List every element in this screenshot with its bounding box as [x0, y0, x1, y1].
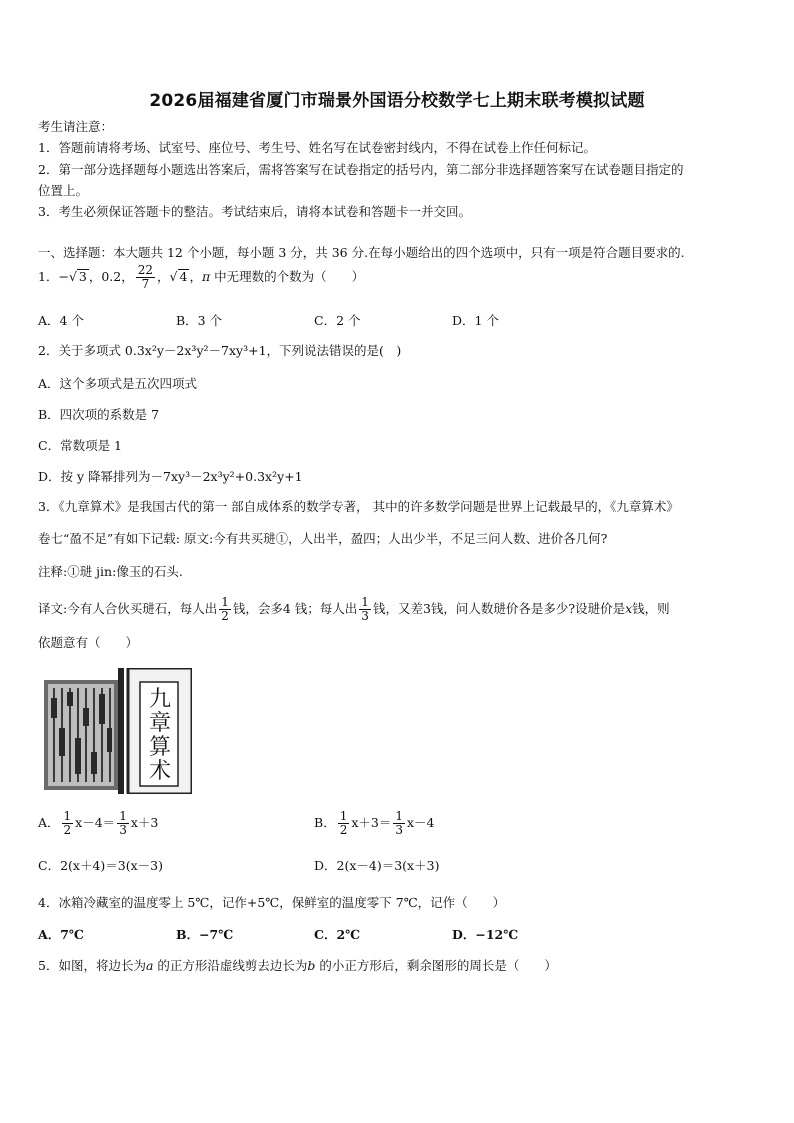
option-a	[38, 810, 158, 837]
fraction	[338, 810, 350, 837]
question-1-stem: 1．−√ 3 ，0.2， $\frac{22}{7}$ ，√ 4 ，π 中无理数的个数为（ ）	[38, 263, 365, 291]
option-b: B．3 个	[176, 313, 223, 328]
question-tail: 中无理数的个数为（ ）	[210, 269, 365, 284]
denominator: 2	[63, 823, 72, 837]
section-heading: 一、选择题：本大题共 12 个小题，每小题 3 分，共 36 分.在每小题给出的四个选项中，只有一项是符合题目要求的.	[38, 245, 685, 260]
question-3-line: 3．《九章算术》是我国古代的第一 部自成体系的数学专著， 其中的许多数学问题是世界上记载最早的，《九章算术》	[38, 499, 679, 514]
denominator: 2	[221, 609, 229, 623]
option-c: C．2(x＋4)＝3(x－3)	[38, 858, 163, 873]
option-b: B．四次项的系数是 7	[38, 407, 160, 422]
equation-part: x＋3	[130, 815, 159, 830]
book-image	[44, 668, 192, 794]
option-a: A．4 个	[38, 313, 84, 328]
separator: ，	[157, 269, 170, 284]
question-4-stem: 4．冰箱冷藏室的温度零上 5℃，记作+5℃，保鲜室的温度零下 7℃，记作（ ）	[38, 895, 506, 910]
numerator: 1	[119, 809, 127, 823]
fraction	[117, 810, 129, 837]
numerator: 1	[395, 809, 403, 823]
equation-part: x－4	[406, 815, 435, 830]
option-c: C．2℃	[314, 927, 361, 942]
text: 的小正方形后，剩余图形的周长是（ ）	[315, 958, 557, 973]
option-b	[314, 810, 435, 837]
numerator: 1	[63, 809, 72, 823]
notice-heading: 考生请注意：	[38, 119, 114, 134]
minus-sign: −	[58, 269, 69, 284]
question-3-line: 依题意有（ ）	[38, 635, 139, 650]
question-3-translation	[38, 596, 670, 623]
equation-part: x－4＝	[75, 815, 116, 830]
notice-item: 2．第一部分选择题每小题选出答案后，需将答案写在试卷指定的括号内，第二部分非选择题答案写在试卷题目指定的	[38, 162, 684, 177]
text: 钱，则	[632, 601, 670, 616]
question-5-stem	[38, 957, 557, 975]
question-number: 1．	[38, 269, 59, 284]
variable: x	[625, 601, 633, 616]
variable: a	[145, 958, 154, 973]
denominator: 3	[119, 823, 127, 837]
notice-item: 位置上。	[38, 183, 89, 198]
variable: b	[307, 958, 316, 973]
option-d: D．按 y 降幂排列为－7xy³－2x³y²+0.3x²y+1	[38, 469, 303, 484]
numerator: 1	[339, 809, 348, 823]
notice-item: 1．答题前请将考场、试室号、座位号、考生号、姓名写在试卷密封线内，不得在试卷上作任何标记。	[38, 140, 596, 155]
question-3-note: 注释:①琎 jin:像玉的石头.	[38, 564, 183, 579]
page-title: 2026届福建省厦门市瑞景外国语分校数学七上期末联考模拟试题	[149, 91, 645, 111]
book-title: 九章算术	[148, 687, 171, 784]
fraction	[359, 596, 371, 623]
denominator: 7	[141, 277, 150, 291]
numerator: 1	[221, 595, 229, 609]
pi-symbol: π	[201, 269, 211, 284]
option-d: D．2(x－4)＝3(x＋3)	[314, 858, 440, 873]
option-d: D．−12℃	[452, 927, 519, 942]
separator: ，0.2，	[88, 269, 134, 284]
numerator: 1	[361, 595, 369, 609]
option-b: B．−7℃	[176, 927, 234, 942]
option-label: A．	[38, 815, 60, 830]
equation-part: x＋3＝	[351, 815, 392, 830]
text: 5．如图，将边长为	[38, 958, 146, 973]
text: 钱，又差3钱，问人数琎价各是多少?设琎价是	[372, 601, 626, 616]
text: 译文:今有人合伙买琎石，每人出	[38, 601, 218, 616]
question-2-stem: 2．关于多项式 0.3x²y－2x³y²－7xy³+1，下列说法错误的是( )	[38, 343, 402, 358]
text: 的正方形沿虚线剪去边长为	[153, 958, 308, 973]
fraction	[136, 264, 155, 291]
numerator: 22	[137, 263, 154, 277]
option-c: C．常数项是 1	[38, 438, 122, 453]
denominator: 2	[339, 823, 348, 837]
option-d: D．1 个	[452, 313, 499, 328]
denominator: 3	[361, 609, 369, 623]
sqrt-radicand: 3	[78, 269, 87, 284]
fraction	[393, 810, 405, 837]
separator: ，	[189, 269, 202, 284]
sqrt-radicand: 4	[179, 269, 188, 284]
question-3-line: 卷七“盈不足”有如下记载: 原文:今有共买琎①，人出半，盈四；人出少半，不足三问人数、进价各几何?	[38, 531, 608, 546]
option-a: A．这个多项式是五次四项式	[38, 376, 198, 391]
denominator: 3	[395, 823, 403, 837]
option-label: B．	[314, 815, 336, 830]
fraction	[62, 810, 74, 837]
notice-item: 3．考生必须保证答题卡的整洁。考试结束后，请将本试卷和答题卡一并交回。	[38, 204, 471, 219]
option-c: C．2 个	[314, 313, 361, 328]
option-a: A．7℃	[38, 927, 84, 942]
text: 钱，会多4 钱；每人出	[232, 601, 358, 616]
fraction	[219, 596, 231, 623]
